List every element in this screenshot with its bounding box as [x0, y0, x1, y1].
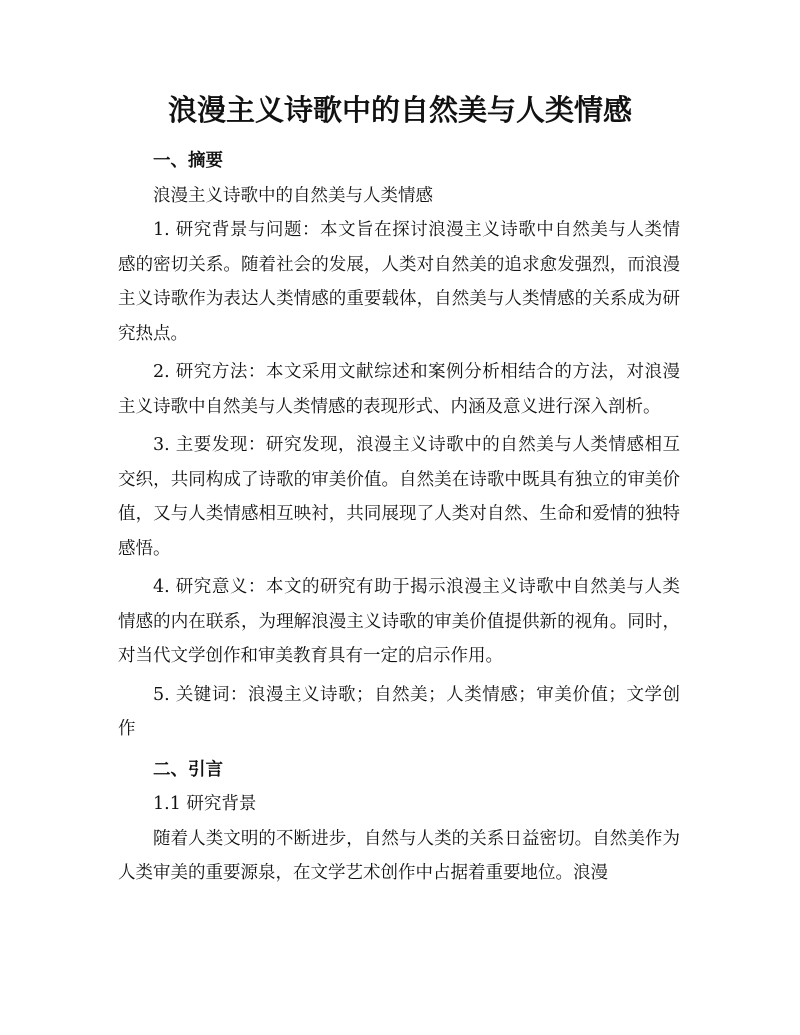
- abstract-item-1: 1. 研究背景与问题：本文旨在探讨浪漫主义诗歌中自然美与人类情感的密切关系。随着社会的发展，人类对自然美的追求愈发强烈，而浪漫主义诗歌作为表达人类情感的重要载体，自然美与人类情感的关系成为研究热点。: [118, 220, 680, 344]
- abstract-item-4: 4. 研究意义：本文的研究有助于揭示浪漫主义诗歌中自然美与人类情感的内在联系，为理解浪漫主义诗歌的审美价值提供新的视角。同时，对当代文学创作和审美教育具有一定的启示作用。: [118, 577, 680, 666]
- document-body: [118, 144, 680, 891]
- abstract-item-3: 3. 主要发现：研究发现，浪漫主义诗歌中的自然美与人类情感相互交织，共同构成了诗歌的审美价值。自然美在诗歌中既具有独立的审美价值，又与人类情感相互映衬，共同展现了人类对自然、生命和爱情的独特感悟。: [118, 435, 680, 559]
- intro-heading: 二、引言: [153, 759, 223, 780]
- abstract-item-2: 2. 研究方法：本文采用文献综述和案例分析相结合的方法，对浪漫主义诗歌中自然美与人类情感的表现形式、内涵及意义进行深入剖析。: [118, 362, 680, 417]
- abstract-item-5-keywords: 5. 关键词：浪漫主义诗歌；自然美；人类情感；审美价值；文学创作: [118, 684, 680, 739]
- document-title: 浪漫主义诗歌中的自然美与人类情感: [167, 93, 632, 127]
- intro-subheading: 1.1 研究背景: [153, 794, 257, 814]
- intro-paragraph: 随着人类文明的不断进步，自然与人类的关系日益密切。自然美作为人类审美的重要源泉，在文学艺术创作中占据着重要地位。浪漫: [118, 828, 680, 883]
- abstract-heading: 一、摘要: [153, 151, 223, 171]
- abstract-subtitle: 浪漫主义诗歌中的自然美与人类情感: [153, 185, 433, 206]
